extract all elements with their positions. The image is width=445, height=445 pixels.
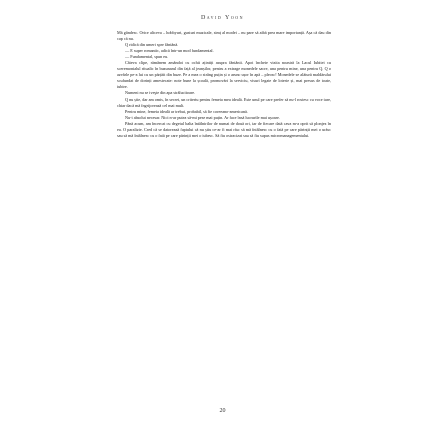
paragraph: Numeni nu se iveşte din apa strălucitoare. bbox=[125, 90, 196, 96]
page-number: 20 bbox=[219, 408, 226, 414]
paragraph: Q ridică din umeri spre fântână. bbox=[125, 42, 179, 48]
paragraph: — E super romantic, adică într-un mod fundamental. bbox=[125, 48, 214, 54]
paragraph: Mă gândesc. Orice altceva – hobbyuri, gusturi muzicale, simț al modei – nu pare să aibă prea mare importanță. Așa că dau din cap că nu. bbox=[117, 30, 331, 42]
paragraph: — Fundamental, spun eu. bbox=[125, 54, 169, 60]
paragraph: Pentru mine, femeia ideală ar trebui, probabil, să fie coreeano-americană. bbox=[125, 108, 248, 114]
paragraph: Până acum, am încercat cu degetul balta întâlnirilor de numai de două ori, iar de fiecare dată cava m-a oprit să plonjez în ea. O paralizie. Cred că se datorează faptului că nu știu ce-ar fi mai rău: să mă întâlnesc cu o fată pe care părinții mei o urăsc sau să mă întâlnesc cu o fată pe care părinții mei o iubesc. Să fiu ostracizat sau să fiu supus micromanagementului. bbox=[117, 120, 331, 138]
paragraph: Câteva clipe, rămânem amândoi cu ochii ațintiți asupra fântânii. Apoi încheie vizita noastră la Lacul Iubitei cu sceremonialul ritualic în buzunarul din față al jeanșilor, pentru a extrage monedele sacre, una pentru mine, una pentru Q. Q o azvârle pe-a lui cu un părțăit din buze. Pe a mea o strâng puțin și o arunc ușor în apă – pleosc! Monedele se alătură maldărului scufundat de dorinți amestecate: note bune la școală, promovări la serviciu, visuri legate de loterie și, mai presus de toate, iubire. bbox=[117, 60, 331, 90]
paragraph: Nu-i absolut necesar. Nici n-ar putea să-mi pese mai puțin. Ar face însă lucrurile mai ușoare. bbox=[125, 114, 280, 120]
body-text bbox=[117, 30, 331, 139]
paragraph: Q nu știe, dar am omis, în secret, un criteriu pentru femeia mea ideală. Este unul pe care prefer să nu-l rostesc cu voce tare, chiar dacă mă îngrijorează cel mai mult. bbox=[117, 96, 331, 108]
running-head: David Yoon bbox=[200, 15, 245, 21]
